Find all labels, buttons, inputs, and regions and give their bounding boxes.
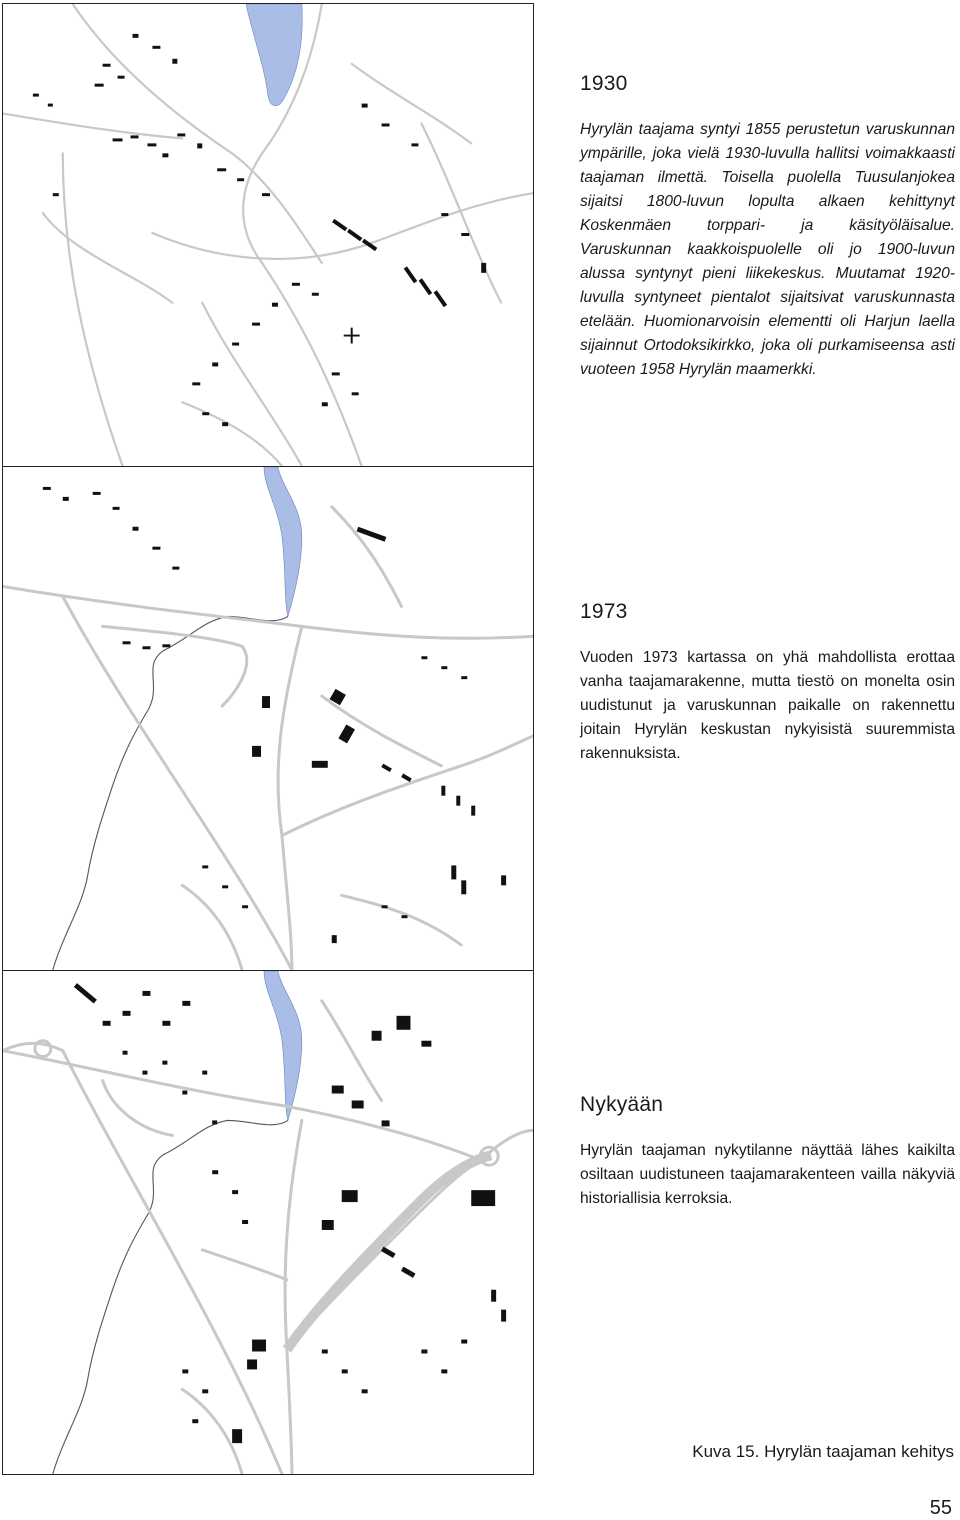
section-1930 (580, 72, 955, 382)
buildings-1930 (33, 34, 486, 426)
figure-caption: Kuva 15. Hyrylän taajaman kehitys (692, 1442, 954, 1461)
section-text-1930: Hyrylän taajama syntyi 1855 perustetun varuskunnan ympärille, joka vielä 1930-luvulla hallitsi voimakkaasti taajaman ilmettä. Toisella puolella Tuusulanjokea sijaitsi 1800-luvun lopulta alkaen kehittynyt Koskenmäen torppari- ja käsityöläisalue. Varuskunnan kaakkoispuolelle oli jo 1900-luvun alussa syntynyt pieni liikekeskus. Muutamat 1920-luvulla syntyneet pientalot sijaitsivat varuskunnasta etelään. Huomionarvoisin elementti oli Harjun laella sijainnut Ortodoksikirkko, joka oli purkamiseensa asti vuoteen 1958 Hyrylän maamerkki. (580, 121, 955, 378)
section-heading-1930: 1930 (580, 72, 628, 95)
map-1930 (2, 3, 534, 467)
page-number: 55 (929, 1497, 952, 1519)
buildings-1973 (43, 487, 506, 943)
section-heading-present: Nykyään (580, 1093, 664, 1116)
map-present-graphic (3, 971, 533, 1474)
section-present (580, 1093, 955, 1211)
river (53, 1120, 288, 1474)
map-1973-graphic (3, 467, 533, 970)
map-1930-graphic (3, 4, 533, 466)
river-water (264, 467, 302, 616)
map-1973 (2, 466, 534, 971)
church-cross-icon (344, 328, 360, 344)
section-text-present: Hyrylän taajaman nykytilanne näyttää lähes kaikilta osiltaan uudistuneen taajamarakenteen vailla näkyviä historiallisia kerroksia. (580, 1142, 955, 1207)
section-1973 (580, 600, 955, 766)
river (53, 616, 288, 970)
river-water (264, 971, 302, 1120)
section-heading-1973: 1973 (580, 600, 628, 623)
map-present (2, 970, 534, 1475)
lake (246, 4, 302, 106)
section-text-1973: Vuoden 1973 kartassa on yhä mahdollista erottaa vanha taajamarakenne, mutta tiestö on monelta osin uudistunut ja varuskunnan paikalle on rakennettu joitain Hyrylän keskustan nykyisistä suuremmista rakennuksista. (580, 649, 955, 762)
